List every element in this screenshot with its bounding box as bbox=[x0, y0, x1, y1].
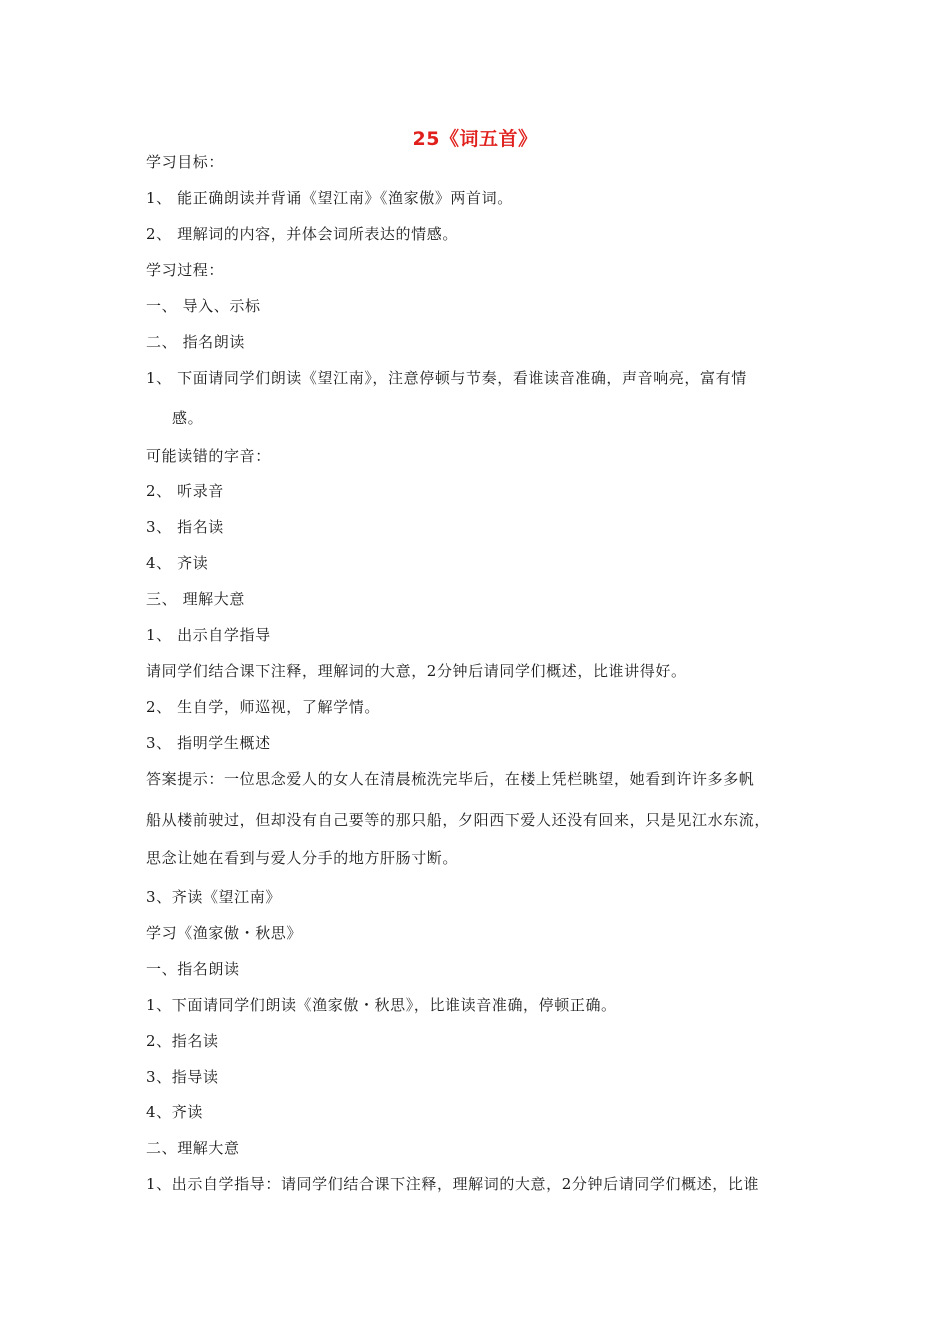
section-heading-poem-2: 学习《渔家傲・秋思》 bbox=[146, 924, 303, 942]
step-heading-meaning: 三、 理解大意 bbox=[146, 590, 245, 608]
paragraph-line: 可能读错的字音： bbox=[146, 447, 271, 465]
list-item: 3、 指明学生概述 bbox=[146, 734, 271, 752]
section-heading-goals: 学习目标： bbox=[146, 153, 225, 171]
goal-item-2: 2、 理解词的内容，并体会词所表达的情感。 bbox=[146, 225, 458, 243]
list-item: 4、 齐读 bbox=[146, 554, 209, 572]
step-heading-intro: 一、 导入、示标 bbox=[146, 297, 261, 315]
list-item: 3、指导读 bbox=[146, 1068, 219, 1086]
paragraph-line: 请同学们结合课下注释，理解词的大意，2分钟后请同学们概述，比谁讲得好。 bbox=[146, 662, 687, 680]
step-heading-reading: 二、 指名朗读 bbox=[146, 333, 245, 351]
paragraph-line: 感。 bbox=[172, 409, 204, 427]
goal-item-1: 1、 能正确朗读并背诵《望江南》《渔家傲》两首词。 bbox=[146, 189, 513, 207]
step-heading-meaning: 二、理解大意 bbox=[146, 1139, 240, 1157]
list-item: 2、 生自学，师巡视，了解学情。 bbox=[146, 698, 380, 716]
list-item: 1、出示自学指导：请同学们结合课下注释，理解词的大意，2分钟后请同学们概述，比谁 bbox=[146, 1175, 760, 1193]
page-title: 25《词五首》 bbox=[412, 128, 538, 150]
step-heading-reading: 一、指名朗读 bbox=[146, 960, 240, 978]
list-item: 1、下面请同学们朗读《渔家傲・秋思》，比谁读音准确，停顿正确。 bbox=[146, 996, 617, 1014]
list-item: 3、齐读《望江南》 bbox=[146, 888, 281, 906]
section-heading-process: 学习过程： bbox=[146, 261, 225, 279]
list-item: 2、指名读 bbox=[146, 1032, 219, 1050]
list-item: 3、 指名读 bbox=[146, 518, 224, 536]
list-item: 2、 听录音 bbox=[146, 482, 224, 500]
paragraph-line: 1、 下面请同学们朗读《望江南》，注意停顿与节奏，看谁读音准确，声音响亮，富有情 bbox=[146, 369, 747, 387]
answer-hint-line: 船从楼前驶过，但却没有自己要等的那只船，夕阳西下爱人还没有回来，只是见江水东流， bbox=[146, 811, 771, 829]
list-item: 4、齐读 bbox=[146, 1103, 203, 1121]
list-item: 1、 出示自学指导 bbox=[146, 626, 271, 644]
answer-hint-line: 答案提示：一位思念爱人的女人在清晨梳洗完毕后，在楼上凭栏眺望，她看到许许多多帆 bbox=[146, 770, 755, 788]
answer-hint-line: 思念让她在看到与爱人分手的地方肝肠寸断。 bbox=[146, 849, 459, 867]
